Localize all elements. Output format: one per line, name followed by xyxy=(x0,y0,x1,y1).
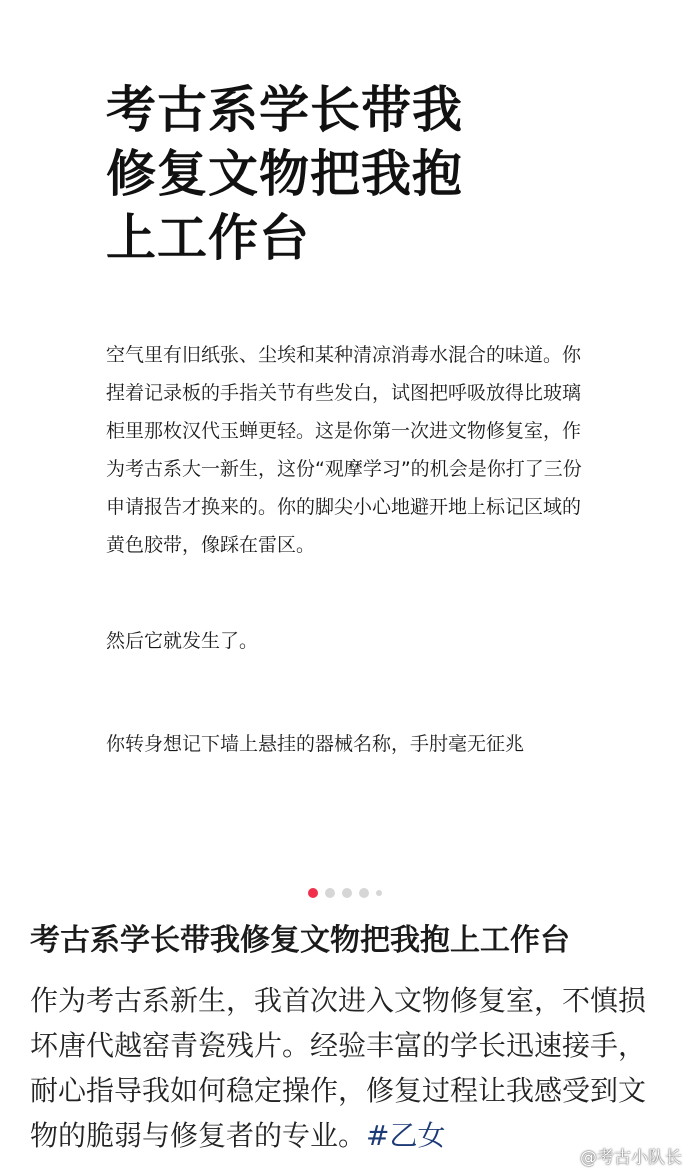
card-paragraph: 空气里有旧纸张、尘埃和某种清凉消毒水混合的味道。你捏着记录板的手指关节有些发白，试图把呼吸放得比玻璃柜里那枚汉代玉蝉更轻。这是你第一次进文物修复室，作为考古系大一新生，这份“观摩学习”的机会是你打了三份申请报告才换来的。你的脚尖小心地避开地上标记区域的黄色胶带，像踩在雷区。 xyxy=(106,344,582,556)
card-paragraph: 你转身想记下墙上悬挂的器械名称，手肘毫无征兆 xyxy=(106,733,525,755)
watermark xyxy=(554,1142,682,1168)
post-description xyxy=(30,978,650,1158)
card-title: 考古系学长带我修复文物把我抱上工作台 xyxy=(106,81,463,267)
carousel-dot[interactable] xyxy=(342,888,352,898)
post-title: 考古系学长带我修复文物把我抱上工作台 xyxy=(30,923,570,958)
card-body xyxy=(106,336,592,763)
carousel-dot[interactable] xyxy=(376,890,382,896)
carousel-dot-active[interactable] xyxy=(308,888,318,898)
carousel-indicator xyxy=(0,884,690,902)
carousel-dot[interactable] xyxy=(359,888,369,898)
weibo-icon xyxy=(554,1146,576,1164)
carousel-dot[interactable] xyxy=(325,888,335,898)
card-paragraph: 然后它就发生了。 xyxy=(106,630,259,652)
post-description-text: 作为考古系新生，我首次进入文物修复室，不慎损坏唐代越窑青瓷残片。经验丰富的学长迅速接手，耐心指导我如何稳定操作，修复过程让我感受到文物的脆弱与修复者的专业。 xyxy=(30,984,647,1152)
hashtag-link[interactable]: #乙女 xyxy=(366,1119,446,1152)
watermark-text: @考古小队长 xyxy=(580,1147,682,1168)
